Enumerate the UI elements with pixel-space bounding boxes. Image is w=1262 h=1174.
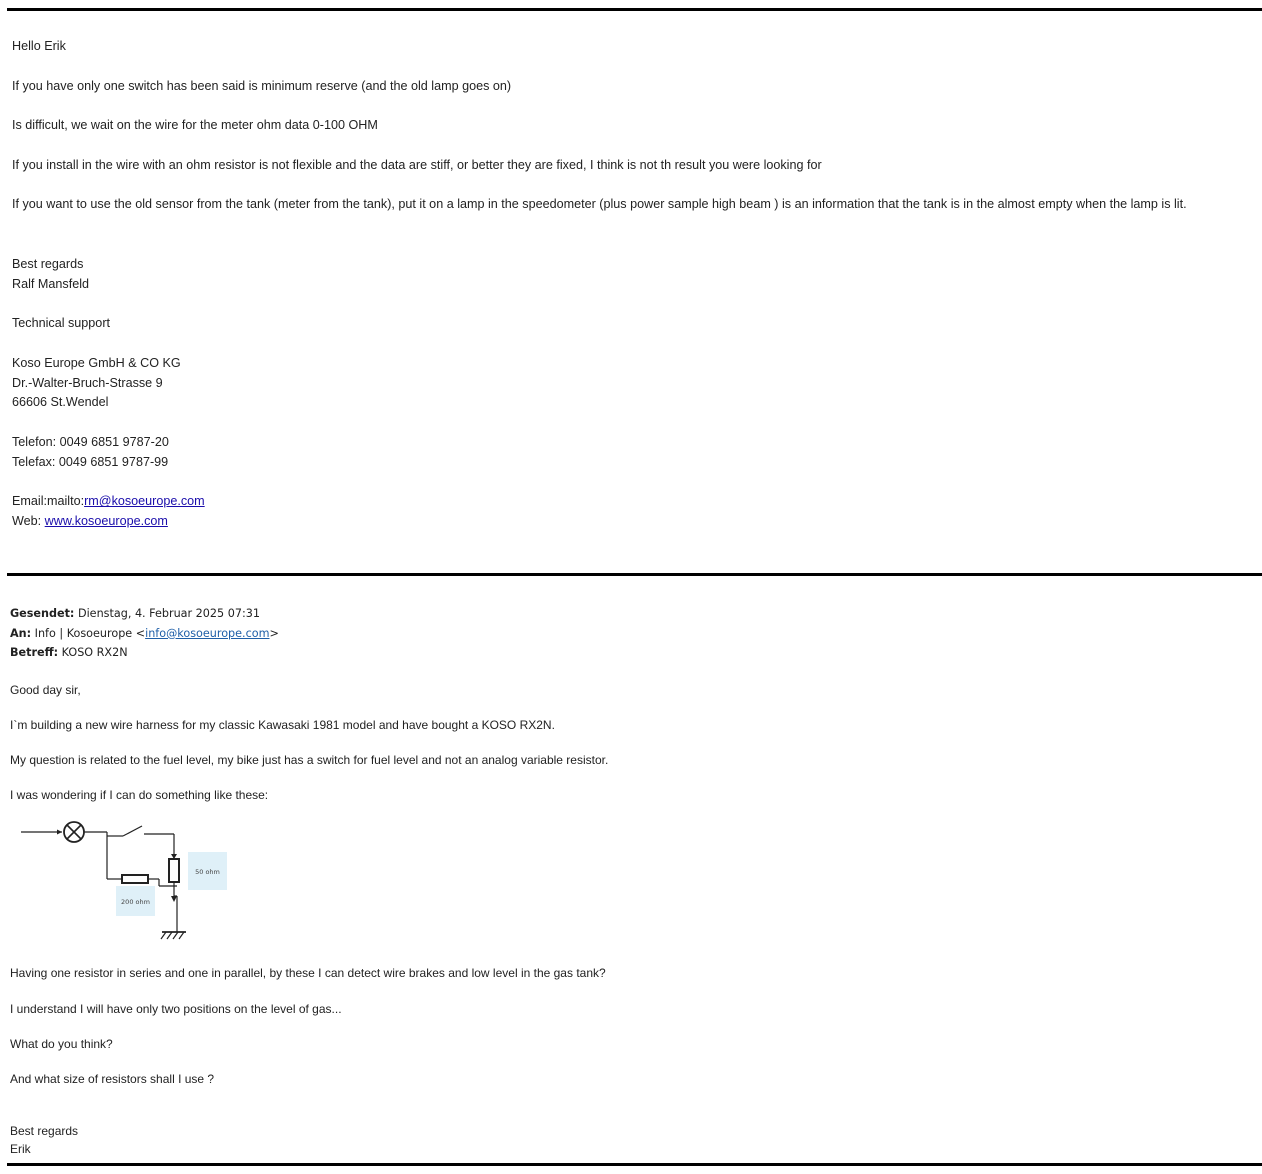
reply-paragraph-2: Is difficult, we wait on the wire for the meter ohm data 0-100 OHM [12,118,378,133]
original-paragraph-4: Having one resistor in series and one in parallel, by these I can detect wire brakes and low level in the gas tank? [10,966,606,980]
original-sender-name: Erik [10,1142,31,1156]
company-city: 66606 St.Wendel [12,395,109,410]
company-name: Koso Europe GmbH & CO KG [12,355,181,370]
original-paragraph-5: I understand I will have only two positions on the level of gas... [10,1002,342,1016]
reply-paragraph-4: If you want to use the old sensor from the tank (meter from the tank), put it on a lamp in the speedometer (plus power sample high beam ) is an information that the tank is in the almost empty when the lamp is lit. [12,197,1187,212]
original-paragraph-7: And what size of resistors shall I use ? [10,1072,215,1086]
email-link[interactable]: rm@kosoeurope.com [84,494,205,509]
company-phone: Telefon: 0049 6851 9787-20 [12,434,169,449]
web-link[interactable]: www.kosoeurope.com [44,514,168,529]
subject-label: Betreff: [10,646,59,660]
to-email-link[interactable]: info@kosoeurope.com [145,626,270,640]
label-50-ohm: 50 ohm [195,868,220,876]
resistor-200-ohm [122,875,148,883]
sent-line [10,604,1255,624]
company-street: Dr.-Walter-Bruch-Strasse 9 [12,375,163,390]
original-closing: Best regards [10,1124,79,1138]
reply-message [12,37,1257,532]
original-paragraph-2: My question is related to the fuel level, my bike just has a switch for fuel level and not an analog variable resistor. [10,753,609,767]
quoted-divider [7,573,1262,576]
switch-blade [123,826,142,836]
reply-closing: Best regards [12,256,84,271]
top-divider [7,8,1262,11]
company-web-line [12,512,1257,532]
to-close: > [269,626,279,640]
reply-sender-role: Technical support [12,316,111,331]
quoted-header [10,604,1255,663]
original-paragraph-1: I`m building a new wire harness for my classic Kawasaki 1981 model and have bought a KOSO RX2N. [10,718,555,732]
sent-value: Dienstag, 4. Februar 2025 07:31 [74,607,260,620]
web-prefix: Web: [12,514,45,529]
circuit-diagram [18,814,233,944]
company-email-line [12,492,1257,512]
resistor-50-ohm [169,859,179,882]
sent-label: Gesendet: [10,607,75,620]
subject-value: KOSO RX2N [58,646,128,660]
label-200-ohm: 200 ohm [121,898,150,906]
reply-paragraph-1: If you have only one switch has been said is minimum reserve (and the old lamp goes on) [12,78,512,93]
original-paragraph-6: What do you think? [10,1037,113,1051]
reply-paragraph-3: If you install in the wire with an ohm resistor is not flexible and the data are stiff, or better they are fixed, I think is not th result you were looking for [12,157,822,172]
email-prefix: Email:mailto: [12,494,85,509]
original-paragraph-3: I was wondering if I can do something like these: [10,788,269,802]
arrow-head [57,830,62,835]
company-fax: Telefax: 0049 6851 9787-99 [12,454,169,469]
subject-line [10,643,1255,663]
original-greeting: Good day sir, [10,683,81,697]
to-value: Info | Kosoeurope < [31,626,146,640]
to-line [10,624,1255,644]
reply-greeting: Hello Erik [12,39,66,53]
reply-sender-name: Ralf Mansfeld [12,276,89,291]
bottom-divider [7,1163,1262,1166]
to-label: An: [10,626,32,640]
